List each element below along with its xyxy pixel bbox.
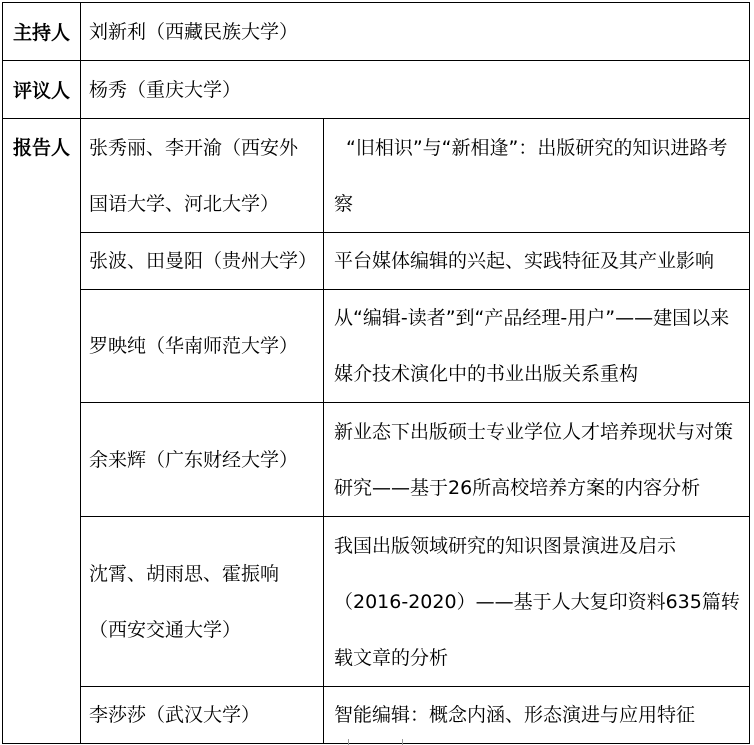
reporter-name: 张波、田曼阳（贵州大学） xyxy=(81,233,324,290)
reporter-name: 李莎莎（武汉大学） xyxy=(81,687,324,744)
reporter-name: 张秀丽、李开渝（西安外国语大学、河北大学） xyxy=(81,119,324,233)
reporter-name: 余来辉（广东财经大学） xyxy=(81,403,324,517)
reporter-name: 罗映纯（华南师范大学） xyxy=(81,290,324,403)
reviewer-label: 评议人 xyxy=(3,61,81,119)
table-edge-fragment xyxy=(348,739,403,745)
report-title: “旧相识”与“新相逢”：出版研究的知识进路考察 xyxy=(324,119,750,233)
program-table xyxy=(2,2,750,744)
report-title: 平台媒体编辑的兴起、实践特征及其产业影响 xyxy=(324,233,750,290)
reporters-label: 报告人 xyxy=(3,119,81,744)
report-title: 我国出版领域研究的知识图景演进及启示（2016-2020）——基于人大复印资料635篇转载文章的分析 xyxy=(324,517,750,687)
reporter-row xyxy=(3,119,750,233)
reporter-row xyxy=(3,517,750,687)
reviewer-row xyxy=(3,61,750,119)
reviewer-name: 杨秀（重庆大学） xyxy=(81,61,750,119)
host-row xyxy=(3,3,750,61)
report-title: 从“编辑-读者”到“产品经理-用户”——建国以来媒介技术演化中的书业出版关系重构 xyxy=(324,290,750,403)
reporter-row xyxy=(3,233,750,290)
report-title: 新业态下出版硕士专业学位人才培养现状与对策研究——基于26所高校培养方案的内容分析 xyxy=(324,403,750,517)
reporter-row xyxy=(3,403,750,517)
report-title: 智能编辑：概念内涵、形态演进与应用特征 xyxy=(324,687,750,744)
reporter-row xyxy=(3,687,750,744)
host-name: 刘新利（西藏民族大学） xyxy=(81,3,750,61)
reporter-name: 沈霄、胡雨思、霍振响（西安交通大学） xyxy=(81,517,324,687)
host-label: 主持人 xyxy=(3,3,81,61)
reporter-row xyxy=(3,290,750,403)
